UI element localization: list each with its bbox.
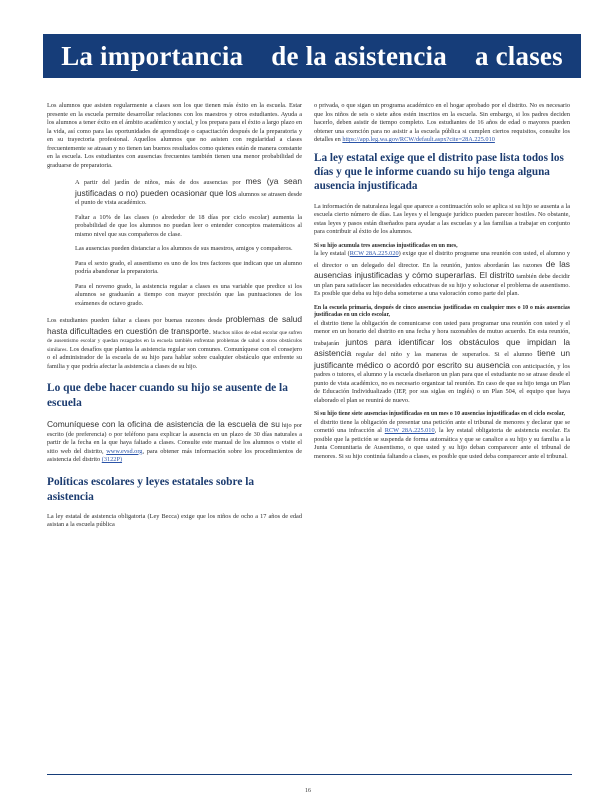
seven-absences-subheading: Si su hijo tiene siete ausencias injustificadas en un mes o 10 ausencias injustificadas en el ciclo escolar,	[314, 411, 565, 417]
title-word-1: La importancia	[61, 40, 244, 71]
contact-paragraph: Comuníquese con la oficina de asistencia de la escuela de su hijo por escrito (de preferencia) o por teléfono para explicar la ausencia en un plazo de 30 días naturales a partir de la fecha en la que haya faltado a clases. Consulte este manual de los alumnos o visite el sitio web del distrito, www.evsd.org, para obtener más información sobre los procedimientos de asistencia del distrito (3122P)	[47, 419, 303, 463]
intro-paragraph: Los alumnos que asisten regularmente a clases son los que tienen más éxito en la escuela. Estar presente en la escuela permite desarrollar relaciones con los maestros y otros estudiantes. Ayuda a los alumnos a tener éxito en el ámbito académico y social, y los prepara para el éxito a largo plazo en la vida, así como para las oportunidades de aprendizaje o capacitación después de la preparatoria y en su trayectoria profesional. Aquellos alumnos que no asisten con regularidad a clases frecuentemente se atrasan y no tienen tan buenos resultados como quienes están de manera constante en la escuela. Los estudiantes con ausencias frecuentes también tienen una menor probabilidad de graduarse de preparatoria.	[47, 102, 302, 169]
title-word-2: de la asistencia	[271, 40, 447, 71]
title-banner	[43, 34, 581, 78]
point-paragraph-2: Faltar a 10% de las clases (o alrededor de 18 días por ciclo escolar) aumenta la probabilidad de que los alumnos no puedan leer o entender conceptos matemáticos al mismo nivel que sus compañeros de clase.	[75, 213, 302, 238]
point-paragraph-1: A partir del jardín de niños, más de dos ausencias por mes (ya sean justificadas o no) pueden ocasionar que los alumnos se atrasen desde el punto de vista académico.	[75, 176, 303, 206]
policy-ref-link[interactable]: (3122P)	[101, 456, 123, 463]
three-absences-highlight: de las ausencias injustificadas y cómo superarlas. El distrito	[314, 258, 570, 280]
three-absences-paragraph: Si su hijo acumula tres ausencias injustificadas en un mes, la ley estatal (RCW 28A.225.020) exige que el distrito programe una reunión con usted, el alumno y el director o un delegado del director. En la reunión, juntos abordarán las razones de las ausencias injustificadas y cómo superarlas. El distrito también debe decidir un plan para satisfacer las necesidades educativas de su hijo y solucionar el problema de ausentismo. Es posible que deba su hijo deba someterse a una valoración como parte del plan.	[314, 242, 571, 297]
continued-paragraph: o privada, o que sigan un programa académico en el hogar aprobado por el distrito. No es necesario que los niños de seis o siete años estén inscritos en la escuela. Sin embargo, si los padres deciden hacerlo, deben asistir de tiempo completo. Los estudiantes de 16 años de edad o mayores pueden obtener una exención para no asistir a la escuela pública si cumplen ciertos requisitos, consulte los detalles en https://app.leg.wa.gov/RCW/default.aspx?cite=28A.225.010	[314, 102, 570, 143]
heading-absence: Lo que debe hacer cuando su hijo se ausente de la escuela	[47, 382, 288, 409]
point-paragraph-3: Las ausencias pueden distanciar a los alumnos de sus maestros, amigos y compañeros.	[75, 245, 293, 252]
right-column	[314, 102, 570, 467]
policy-paragraph: La ley estatal de asistencia obligatoria (Ley Becca) exige que los niños de ocho a 17 años de edad asistan a la escuela pública	[47, 512, 302, 528]
footer-rule	[47, 774, 572, 775]
rcw-020-link[interactable]: RCW 28A.225.020	[349, 250, 399, 257]
heading-state-law: La ley estatal exige que el distrito pase lista todos los días y que le informe cuando su hijo tenga alguna ausencia injustificada	[314, 151, 564, 192]
legal-info-paragraph: La información de naturaleza legal que aparece a continuación solo se aplica si su hijo se ausenta a la escuela cierto número de días. Las leyes y el lenguaje jurídico pueden parecer hostiles. No obstante, estas leyes y pasos están diseñados para ayudar a las escuelas y a las familias a trabajar en conjunto para contribuir al éxito de los alumnos.	[314, 202, 570, 235]
seven-absences-paragraph: Si su hijo tiene siete ausencias injustificadas en un mes o 10 ausencias injustificadas en el ciclo escolar, el distrito tiene la obligación de presentar una petición ante el tribunal de menores y declarar que se cometió una infracción al RCW 28A.225.010, la ley estatal obligatoria de asistencia escolar. Es posible que la petición se suspenda de forma automática y que se canalice a su hijo y su familia a la Junta Comunitaria de Ausentismo, o que usted y su hijo deban comparecer ante el tribunal de menores. Si su hijo continúa faltando a clases, es posible que usted deba comparecer ante el tribunal.	[314, 411, 571, 460]
closing-paragraph: Los estudiantes pueden faltar a clases por buenas razones desde problemas de salud hasta dificultades en cuestión de transporte. Muchos niños de edad escolar que sufren de ausentismo escolar y quedan rezagados en la escuela también enfrentan problemas de salud u otros obstáculos similares. Los desafíos que plantea la asistencia regular son comunes. Comuníquese con el consejero o el administrador de la escuela de su hijo para hablar sobre cualquier obstáculo que enfrente su familia y que podría afectar la asistencia a clases de su hijo.	[47, 314, 303, 370]
heading-policies: Políticas escolares y leyes estatales sobre la asistencia	[47, 475, 255, 503]
elementary-highlight-1: juntos para identificar los obstáculos que impidan la asistencia	[314, 336, 571, 358]
closing-small-text: Muchos niños de edad escolar que sufren de ausentismo escolar y quedan rezagados en la escuela también enfrentan problemas de salud u otros obstáculos similares.	[47, 329, 302, 353]
point-paragraph-5: Para el noveno grado, la asistencia regular a clases es una variable que predice si los alumnos se graduarán a tiempo con mayor precisión que las puntuaciones de los exámenes de octavo grado.	[75, 282, 302, 307]
point1-highlight: mes (ya sean justificadas o no) pueden ocasionar que los	[75, 176, 302, 198]
three-absences-subheading: Si su hijo acumula tres ausencias injustificadas en un mes,	[314, 242, 458, 249]
contact-highlight: Comuníquese con la oficina de asistencia de la escuela de su	[47, 419, 280, 429]
rcw-exemption-link[interactable]: https://app.leg.wa.gov/RCW/default.aspx?cite=28A.225.010	[342, 136, 495, 143]
elementary-paragraph: En la escuela primaria, después de cinco ausencias justificadas en cualquier mes o 10 o más ausencias justificadas en un ciclo escolar, el distrito tiene la obligación de comunicarse con usted para programar una reunión con usted y el menor en un horario del distrito en una fecha y hora razonables de mutuo acuerdo. En esta reunión, trabajarán juntos para identificar los obstáculos que impidan la asistencia regular del niño y las maneras de superarlos. Si el alumno tiene un justificante médico o acordó por escrito su ausencia con anticipación, y los padres o tutores, el alumno y la escuela diseñaron un plan para que el estudiante no se atrase desde el punto de vista académico, no es necesario organizar tal reunión. En caso de que su hijo tenga un Plan de Educación Individualizado (IEP, por sus siglas en inglés) o un Plan 504, el equipo que haya elaborado el plan se reunirá de nuevo.	[314, 304, 571, 404]
elementary-highlight-2: tiene un justificante médico o acordó por escrito su ausencia	[314, 348, 570, 370]
point-paragraph-4: Para el sexto grado, el ausentismo es uno de los tres factores que indican que un alumno podría abandonar la preparatoria.	[75, 259, 302, 275]
title-word-3: a clases	[474, 40, 563, 71]
left-column	[47, 102, 302, 536]
elementary-subheading: En la escuela primaria, después de cinco ausencias justificadas en cualquier mes o 10 o más ausencias justificadas en un ciclo escolar,	[314, 304, 570, 318]
rcw-010-link[interactable]: RCW 28A.225.010	[384, 427, 435, 434]
closing-highlight: problemas de salud hasta dificultades en cuestión de transporte.	[47, 314, 303, 336]
page-number: 16	[305, 788, 311, 794]
district-website-link[interactable]: www.evsd.org	[106, 447, 143, 455]
